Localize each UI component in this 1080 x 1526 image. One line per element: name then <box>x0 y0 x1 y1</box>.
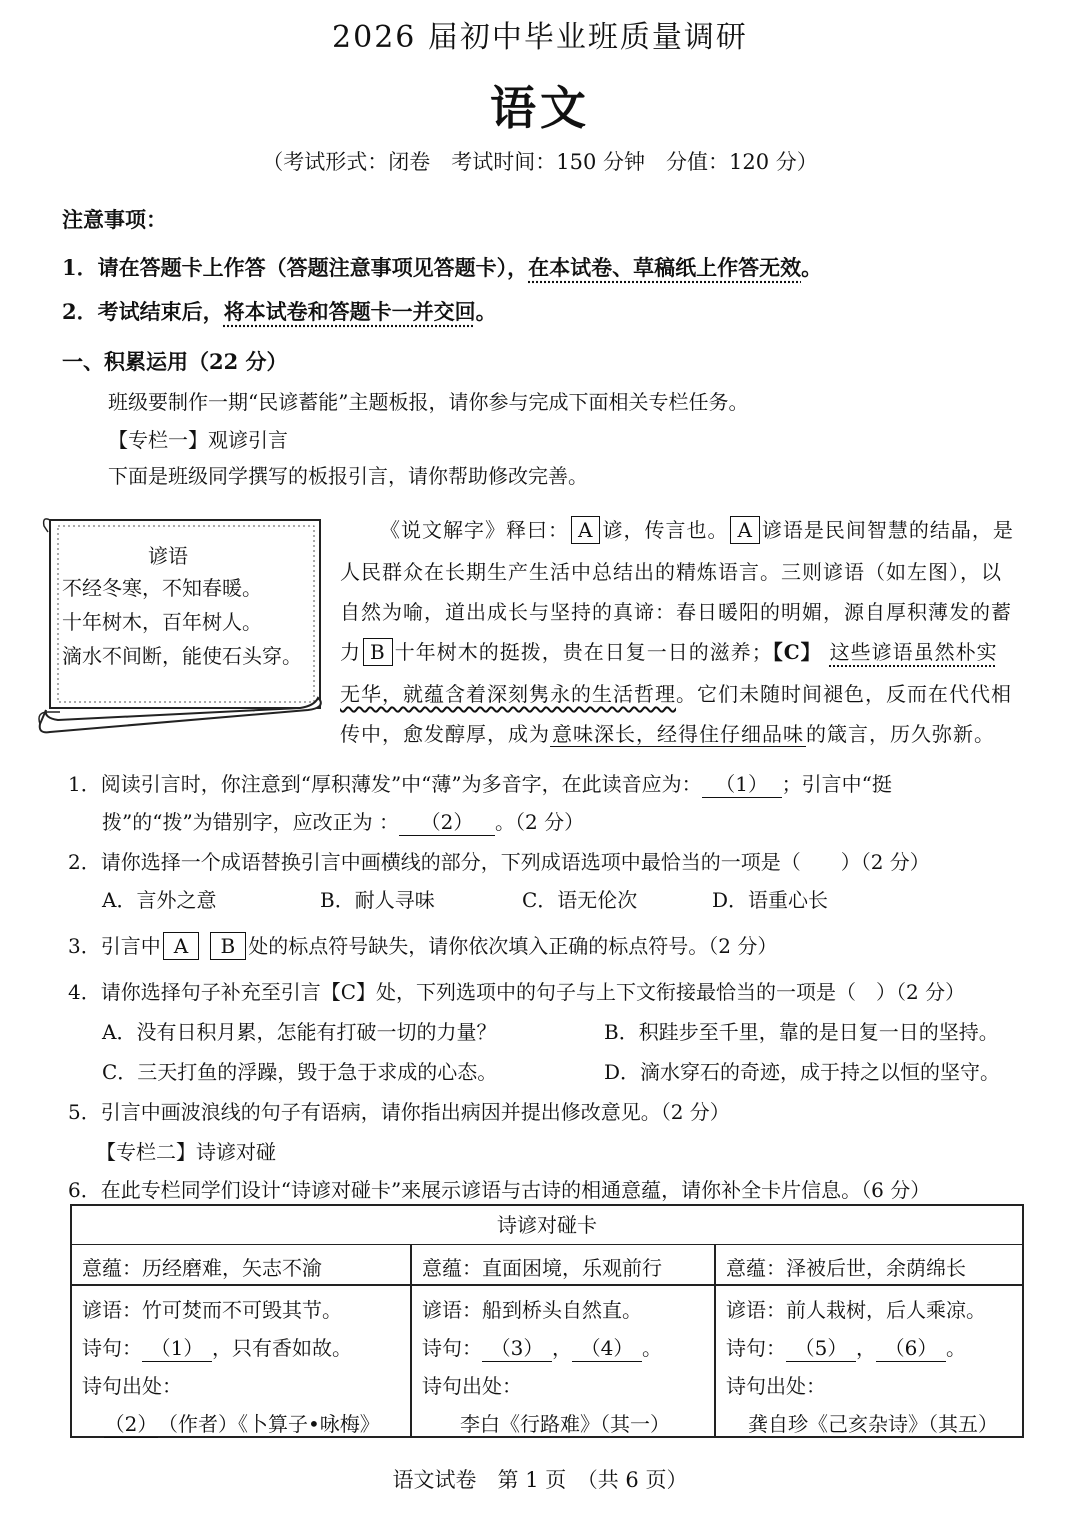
card-title: 诗谚对碰卡 <box>72 1206 1022 1245</box>
mark-c: 【C】 <box>772 640 822 664</box>
scroll-proverb-3: 滴水不间断，能使石头穿。 <box>62 644 302 668</box>
verse-label: 诗句： <box>726 1336 786 1360</box>
source-2: 李白《行路难》（其一） <box>460 1412 670 1436</box>
question-text: 1．阅读引言时，你注意到“厚积薄发”中“薄”为多音字，在此读音应为： <box>68 772 702 796</box>
card-column-3 <box>716 1244 1022 1436</box>
passage-text: 《说文解字》释曰： <box>380 518 569 542</box>
scroll-proverb-2: 十年树木，百年树人。 <box>62 610 262 634</box>
column-2-title: 【专栏二】诗谚对碰 <box>96 1140 276 1164</box>
notice-item-1-text: 1．请在答题卡上作答（答题注意事项见答题卡）， <box>62 255 529 280</box>
question-2-stem: 2．请你选择一个成语替换引言中画横线的部分，下列成语选项中最恰当的一项是（ ）（2 分） <box>68 850 930 874</box>
source-label-3: 诗句出处： <box>726 1374 826 1398</box>
verse-comma: ， <box>856 1336 876 1360</box>
passage-text: 谚语是民间智慧的结晶，是 <box>761 518 1014 542</box>
passage-line-2: 人民群众在长期生产生活中总结出的精炼语言。三则谚语（如左图），以 <box>340 560 1002 584</box>
mark-a-box: A <box>163 932 199 960</box>
question-1-line-1 <box>68 768 892 798</box>
notice-item-2-emphasis: 将本试卷和答题卡一并交回 <box>223 299 476 324</box>
passage-line-4 <box>340 636 998 666</box>
question-5-stem: 5．引言中画波浪线的句子有语病，请你指出病因并提出修改意见。（2 分） <box>68 1100 730 1124</box>
verse-text: ，只有香如故。 <box>212 1336 352 1360</box>
scroll-title: 谚语 <box>148 544 188 568</box>
proverb-3: 谚语：前人栽树，后人乘凉。 <box>726 1298 986 1322</box>
card-blank-1[interactable]: （1） <box>142 1332 212 1362</box>
notice-item-1-emphasis: 在本试卷、草稿纸上作答无效 <box>528 255 802 280</box>
column-1-title: 【专栏一】观谚引言 <box>108 428 288 452</box>
notice-item-1-end: 。 <box>801 255 823 280</box>
question-text: ；引言中“挺 <box>781 772 892 796</box>
card-blank-6[interactable]: （6） <box>876 1332 946 1362</box>
q4-option-d[interactable]: D．滴水穿石的奇迹，成于持之以恒的坚守。 <box>604 1060 1001 1084</box>
passage-line-3: 自然为喻，道出成长与坚持的真谛：春日暖阳的明媚，源自厚积薄发的蓄 <box>340 600 1012 624</box>
passage-line-5 <box>340 678 1012 707</box>
scroll-proverb-1: 不经冬寒，不知春暖。 <box>62 576 262 600</box>
q4-option-c[interactable]: C．三天打鱼的浮躁，毁于急于求成的心态。 <box>102 1060 498 1084</box>
mark-a-box: A <box>571 516 600 544</box>
verse-end: 。 <box>642 1336 662 1360</box>
question-text: 。（2 分） <box>495 810 585 834</box>
card-blank-4[interactable]: （4） <box>572 1332 642 1362</box>
card-blank-2[interactable]: （2） <box>104 1408 158 1438</box>
card-row-divider <box>412 1284 714 1286</box>
passage-text: 这些谚语虽然朴实 <box>829 640 998 664</box>
card-column-2 <box>412 1244 714 1436</box>
wavy-underlined-sentence: 无华，就蕴含着深刻隽永的生活哲理 <box>340 682 676 706</box>
verse-end: 。 <box>946 1336 966 1360</box>
proverb-2: 谚语：船到桥头自然直。 <box>422 1298 642 1322</box>
notice-heading: 注意事项： <box>62 207 167 232</box>
column-1-desc: 下面是班级同学撰写的板报引言，请你帮助修改完善。 <box>108 464 588 488</box>
question-text: 拨”的“拨”为错别字，应改正为 ： <box>102 810 400 834</box>
q2-option-d[interactable]: D．语重心长 <box>712 888 829 912</box>
poem-proverb-card <box>70 1204 1024 1438</box>
theme-2: 意蕴：直面困境，乐观前行 <box>422 1256 662 1280</box>
passage-text: 力 <box>340 640 361 664</box>
question-text: 3．引言中 <box>68 934 161 958</box>
question-text: 处的标点符号缺失，请你依次填入正确的标点符号。（2 分） <box>248 934 778 958</box>
notice-item-2-end: 。 <box>475 299 497 324</box>
card-column-1 <box>72 1244 410 1436</box>
verse-label: 诗句： <box>82 1336 142 1360</box>
passage-text: 谚，传言也。 <box>602 518 729 542</box>
theme-3: 意蕴：泽被后世，余荫绵长 <box>726 1256 966 1280</box>
passage-text: 。它们未随时间褪色，反而在代代相 <box>676 682 1012 706</box>
subject-title: 语文 <box>490 81 590 135</box>
proverb-1: 谚语：竹可焚而不可毁其节。 <box>82 1298 342 1322</box>
exam-info: （考试形式：闭卷 考试时间：150 分钟 分值：120 分） <box>262 150 818 174</box>
notice-item-1 <box>62 252 822 282</box>
exam-title: 2026 届初中毕业班质量调研 <box>332 20 748 55</box>
mark-a-box: A <box>730 516 759 544</box>
answer-blank-1[interactable]: （1） <box>702 768 782 798</box>
card-row-divider <box>716 1284 1022 1286</box>
source-1 <box>104 1408 380 1438</box>
section-1-intro: 班级要制作一期“民谚蓄能”主题板报，请你参与完成下面相关专栏任务。 <box>108 390 749 414</box>
q2-option-a[interactable]: A．言外之意 <box>102 888 217 912</box>
notice-item-2-text: 2．考试结束后， <box>62 299 224 324</box>
mark-b-box: B <box>210 932 247 960</box>
card-blank-3[interactable]: （3） <box>482 1332 552 1362</box>
q2-option-b[interactable]: B．耐人寻味 <box>320 888 435 912</box>
q4-option-b[interactable]: B．积跬步至千里，靠的是日复一日的坚持。 <box>604 1020 999 1044</box>
passage-text: 十年树木的挺拨，贵在日复一日的滋养； <box>394 640 773 664</box>
verse-label: 诗句： <box>422 1336 482 1360</box>
proverb-scroll <box>38 512 322 734</box>
notice-item-2 <box>62 296 497 326</box>
page-footer: 语文试卷 第 1 页 （共 6 页） <box>392 1468 688 1492</box>
source-label-2: 诗句出处： <box>422 1374 522 1398</box>
underlined-phrase: 意味深长，经得住仔细品味 <box>552 722 804 746</box>
section-1-heading: 一、积累运用（22 分） <box>62 349 288 374</box>
verse-2 <box>422 1332 662 1362</box>
source-text: （作者）《卜算子•咏梅》 <box>158 1412 380 1436</box>
passage-text: 传中，愈发醇厚，成为 <box>340 722 550 746</box>
question-1-line-2 <box>102 806 584 836</box>
answer-blank-2[interactable]: （2） <box>399 806 495 836</box>
question-3 <box>68 930 777 960</box>
source-3: 龚自珍《己亥杂诗》（其五） <box>748 1412 998 1436</box>
q4-option-a[interactable]: A．没有日积月累，怎能有打破一切的力量？ <box>102 1020 497 1044</box>
mark-b-box: B <box>363 638 393 666</box>
card-blank-5[interactable]: （5） <box>786 1332 856 1362</box>
passage-text: 的箴言，历久弥新。 <box>806 722 995 746</box>
verse-1 <box>82 1332 352 1362</box>
source-label-1: 诗句出处： <box>82 1374 182 1398</box>
card-row-divider <box>72 1284 410 1286</box>
q2-option-c[interactable]: C．语无伦次 <box>522 888 638 912</box>
verse-comma: ， <box>552 1336 572 1360</box>
theme-1: 意蕴：历经磨难，矢志不渝 <box>82 1256 322 1280</box>
question-6-stem: 6．在此专栏同学们设计“诗谚对碰卡”来展示谚语与古诗的相通意蕴，请你补全卡片信息。（6 分） <box>68 1178 931 1202</box>
passage-line-6 <box>340 718 995 747</box>
question-4-stem: 4．请你选择句子补充至引言【C】处，下列选项中的句子与上下文衔接最恰当的一项是（ ）（2 分） <box>68 980 966 1004</box>
passage-line-1 <box>340 514 1014 544</box>
verse-3 <box>726 1332 966 1362</box>
